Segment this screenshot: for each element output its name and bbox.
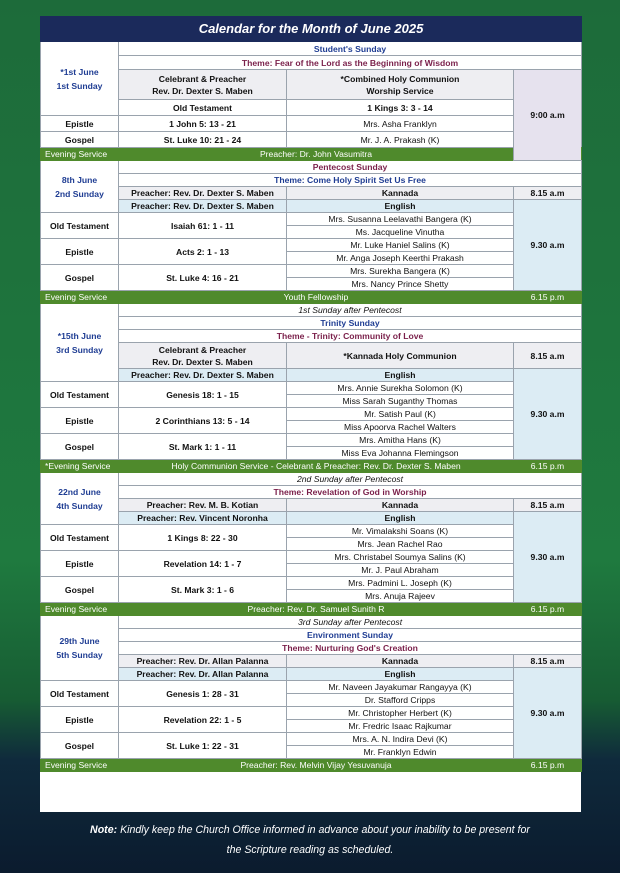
week2-day: 2nd Sunday xyxy=(55,188,104,199)
week5-evening-time: 6.15 p.m xyxy=(514,759,582,772)
week3-epistle-reader-2: Miss Apoorva Rachel Walters xyxy=(287,421,514,434)
week3-kannada-service: *Kannada Holy Communion xyxy=(287,343,514,369)
week4-ot-ref: 1 Kings 8: 22 - 30 xyxy=(119,525,287,551)
week5-english-label: English xyxy=(287,668,514,681)
week5-epistle-ref: Revelation 22: 1 - 5 xyxy=(119,707,287,733)
week5-date: 29th June xyxy=(59,636,100,646)
week3-gospel-ref: St. Mark 1: 1 - 11 xyxy=(119,434,287,460)
week1-gospel-ref: St. Luke 10: 21 - 24 xyxy=(119,132,287,148)
week3-english-time: 9.30 a.m xyxy=(514,369,582,460)
week5-epistle-reader-1: Mr. Christopher Herbert (K) xyxy=(287,707,514,720)
week4-epistle-label: Epistle xyxy=(41,551,119,577)
week1-ot-label: Old Testament xyxy=(119,100,287,116)
week3-celebrant xyxy=(119,343,287,369)
week5-heading: Environment Sunday xyxy=(119,629,582,642)
week2-evening-time: 6.15 p.m xyxy=(514,291,582,304)
week5-theme: Theme: Nurturing God's Creation xyxy=(119,642,582,655)
week5-epistle-label: Epistle xyxy=(41,707,119,733)
week3-english-preacher: Preacher: Rev. Dr. Dexter S. Maben xyxy=(119,369,287,382)
week2-kannada-preacher: Preacher: Rev. Dr. Dexter S. Maben xyxy=(119,187,287,200)
week3-gospel-label: Gospel xyxy=(41,434,119,460)
week5-date-cell xyxy=(41,616,119,681)
week3-celebrant-name: Rev. Dr. Dexter S. Maben xyxy=(152,356,253,367)
week4-evening-label: Evening Service xyxy=(41,603,119,616)
week4-ot-reader-2: Mrs. Jean Rachel Rao xyxy=(287,538,514,551)
week2-heading: Pentecost Sunday xyxy=(119,161,582,174)
week4-ot-label: Old Testament xyxy=(41,525,119,551)
week5-gospel-reader-1: Mrs. A. N. Indira Devi (K) xyxy=(287,733,514,746)
week1-evening-label: Evening Service xyxy=(41,148,119,161)
week2-epistle-reader-2: Mr. Anga Joseph Keerthi Prakash xyxy=(287,252,514,265)
week2-ot-label: Old Testament xyxy=(41,213,119,239)
footer-note-prefix: Note: xyxy=(90,824,118,836)
week5-ot-ref: Genesis 1: 28 - 31 xyxy=(119,681,287,707)
week2-date: 8th June xyxy=(61,174,98,185)
week3-date-cell xyxy=(41,304,119,382)
week5-english-time: 9.30 a.m xyxy=(514,668,582,759)
week4-epistle-reader-2: Mr. J. Paul Abraham xyxy=(287,564,514,577)
week2-evening-label: Evening Service xyxy=(41,291,119,304)
week3-date: *15th June xyxy=(57,330,102,341)
week4-kannada-label: Kannada xyxy=(287,499,514,512)
footer-note-line1 xyxy=(60,820,560,840)
week4-english-preacher: Preacher: Rev. Vincent Noronha xyxy=(119,512,287,525)
week1-gospel-label: Gospel xyxy=(41,132,119,148)
week2-ot-reader-2: Ms. Jacqueline Vinutha xyxy=(287,226,514,239)
week3-theme: Theme - Trinity: Community of Love xyxy=(119,330,582,343)
week5-gospel-label: Gospel xyxy=(41,733,119,759)
week3-ot-label: Old Testament xyxy=(41,382,119,408)
week2-epistle-label: Epistle xyxy=(41,239,119,265)
week3-heading: Trinity Sunday xyxy=(119,317,582,330)
week3-evening-text: Holy Communion Service - Celebrant & Preacher: Rev. Dr. Dexter S. Maben xyxy=(119,460,514,473)
week3-kannada-time: 8.15 a.m xyxy=(514,343,582,369)
week4-kannada-time: 8.15 a.m xyxy=(514,499,582,512)
week2-ot-reader-1: Mrs. Susanna Leelavathi Bangera (K) xyxy=(287,213,514,226)
week4-date-cell xyxy=(41,473,119,525)
week2-gospel-ref: St. Luke 4: 16 - 21 xyxy=(119,265,287,291)
week4-kannada-preacher: Preacher: Rev. M. B. Kotian xyxy=(119,499,287,512)
week4-epistle-ref: Revelation 14: 1 - 7 xyxy=(119,551,287,577)
week3-celebrant-label: Celebrant & Preacher xyxy=(158,344,247,355)
week1-service-line1: *Combined Holy Communion xyxy=(340,73,460,84)
week5-kannada-label: Kannada xyxy=(287,655,514,668)
calendar-title: Calendar for the Month of June 2025 xyxy=(41,17,582,42)
week1-gospel-reader: Mr. J. A. Prakash (K) xyxy=(287,132,514,148)
week2-evening-text: Youth Fellowship xyxy=(119,291,514,304)
week3-epistle-label: Epistle xyxy=(41,408,119,434)
week1-ot-ref: 1 Kings 3: 3 - 14 xyxy=(287,100,514,116)
week4-english-label: English xyxy=(287,512,514,525)
week2-date-cell xyxy=(41,161,119,213)
week5-evening-text: Preacher: Rev. Melvin Vijay Yesuvanuja xyxy=(119,759,514,772)
week5-gospel-ref: St. Luke 1: 22 - 31 xyxy=(119,733,287,759)
week4-gospel-reader-2: Mrs. Anuja Rajeev xyxy=(287,590,514,603)
week4-theme: Theme: Revelation of God in Worship xyxy=(119,486,582,499)
week1-time: 9:00 a.m xyxy=(514,70,582,161)
week2-ot-ref: Isaiah 61: 1 - 11 xyxy=(119,213,287,239)
week1-epistle-ref: 1 John 5: 13 - 21 xyxy=(119,116,287,132)
week1-evening-text: Preacher: Dr. John Vasumitra xyxy=(119,148,514,161)
week2-gospel-label: Gospel xyxy=(41,265,119,291)
week3-evening-label: *Evening Service xyxy=(41,460,119,473)
week1-date-cell xyxy=(41,42,119,116)
footer-note xyxy=(60,820,560,860)
week5-english-preacher: Preacher: Rev. Dr. Allan Palanna xyxy=(119,668,287,681)
week3-ot-reader-2: Miss Sarah Suganthy Thomas xyxy=(287,395,514,408)
footer-note-line2: the Scripture reading as scheduled. xyxy=(226,844,394,856)
week4-evening-text: Preacher: Rev. Dr. Samuel Sunith R xyxy=(119,603,514,616)
week5-ot-reader-1: Mr. Naveen Jayakumar Rangayya (K) xyxy=(287,681,514,694)
week1-service-line2: Worship Service xyxy=(366,85,434,96)
week2-gospel-reader-2: Mrs. Nancy Prince Shetty xyxy=(287,278,514,291)
week3-gospel-reader-1: Mrs. Amitha Hans (K) xyxy=(287,434,514,447)
week1-epistle-reader: Mrs. Asha Franklyn xyxy=(287,116,514,132)
week2-kannada-label: Kannada xyxy=(287,187,514,200)
week2-english-label: English xyxy=(287,200,514,213)
week4-pre-heading: 2nd Sunday after Pentecost xyxy=(119,473,582,486)
calendar-table xyxy=(40,16,582,772)
week1-day: 1st Sunday xyxy=(56,80,103,91)
week5-day: 5th Sunday xyxy=(56,650,103,660)
week3-day: 3rd Sunday xyxy=(56,344,103,355)
week1-theme: Theme: Fear of the Lord as the Beginning of Wisdom xyxy=(119,56,582,70)
week5-kannada-time: 8.15 a.m xyxy=(514,655,582,668)
week4-epistle-reader-1: Mrs. Christabel Soumya Salins (K) xyxy=(287,551,514,564)
week5-pre-heading: 3rd Sunday after Pentecost xyxy=(119,616,582,629)
week2-gospel-reader-1: Mrs. Surekha Bangera (K) xyxy=(287,265,514,278)
week3-gospel-reader-2: Miss Eva Johanna Flemingson xyxy=(287,447,514,460)
week2-kannada-time: 8.15 a.m xyxy=(514,187,582,200)
week1-celebrant xyxy=(119,70,287,100)
footer-note-text1: Kindly keep the Church Office informed in advance about your inability to be present for xyxy=(117,824,530,836)
week3-evening-time: 6.15 p.m xyxy=(514,460,582,473)
week2-epistle-ref: Acts 2: 1 - 13 xyxy=(119,239,287,265)
week1-service xyxy=(287,70,514,100)
week5-kannada-preacher: Preacher: Rev. Dr. Allan Palanna xyxy=(119,655,287,668)
week4-gospel-ref: St. Mark 3: 1 - 6 xyxy=(119,577,287,603)
week5-epistle-reader-2: Mr. Fredric Isaac Rajkumar xyxy=(287,720,514,733)
week4-day: 4th Sunday xyxy=(56,500,103,511)
week1-heading: Student's Sunday xyxy=(119,42,582,56)
week4-evening-time: 6.15 p.m xyxy=(514,603,582,616)
week4-gospel-reader-1: Mrs. Padmini L. Joseph (K) xyxy=(287,577,514,590)
week3-ot-reader-1: Mrs. Annie Surekha Solomon (K) xyxy=(287,382,514,395)
week5-ot-reader-2: Dr. Stafford Cripps xyxy=(287,694,514,707)
week4-gospel-label: Gospel xyxy=(41,577,119,603)
week4-english-time: 9.30 a.m xyxy=(514,512,582,603)
week5-gospel-reader-2: Mr. Franklyn Edwin xyxy=(287,746,514,759)
week4-date: 22nd June xyxy=(58,486,101,497)
week5-evening-label: Evening Service xyxy=(41,759,119,772)
calendar-card xyxy=(40,16,581,812)
week3-epistle-reader-1: Mr. Satish Paul (K) xyxy=(287,408,514,421)
week1-celebrant-label: Celebrant & Preacher xyxy=(158,73,247,84)
week1-celebrant-name: Rev. Dr. Dexter S. Maben xyxy=(152,85,253,96)
week2-english-time: 9.30 a.m xyxy=(514,200,582,291)
week1-epistle-label: Epistle xyxy=(41,116,119,132)
week2-english-preacher: Preacher: Rev. Dr. Dexter S. Maben xyxy=(119,200,287,213)
week4-ot-reader-1: Mr. Vimalakshi Soans (K) xyxy=(287,525,514,538)
week3-english-label: English xyxy=(287,369,514,382)
week5-ot-label: Old Testament xyxy=(41,681,119,707)
week2-theme: Theme: Come Holy Spirit Set Us Free xyxy=(119,174,582,187)
week3-ot-ref: Genesis 18: 1 - 15 xyxy=(119,382,287,408)
week2-epistle-reader-1: Mr. Luke Haniel Salins (K) xyxy=(287,239,514,252)
week3-pre-heading: 1st Sunday after Pentecost xyxy=(119,304,582,317)
week3-epistle-ref: 2 Corinthians 13: 5 - 14 xyxy=(119,408,287,434)
week1-date: *1st June xyxy=(60,66,99,77)
